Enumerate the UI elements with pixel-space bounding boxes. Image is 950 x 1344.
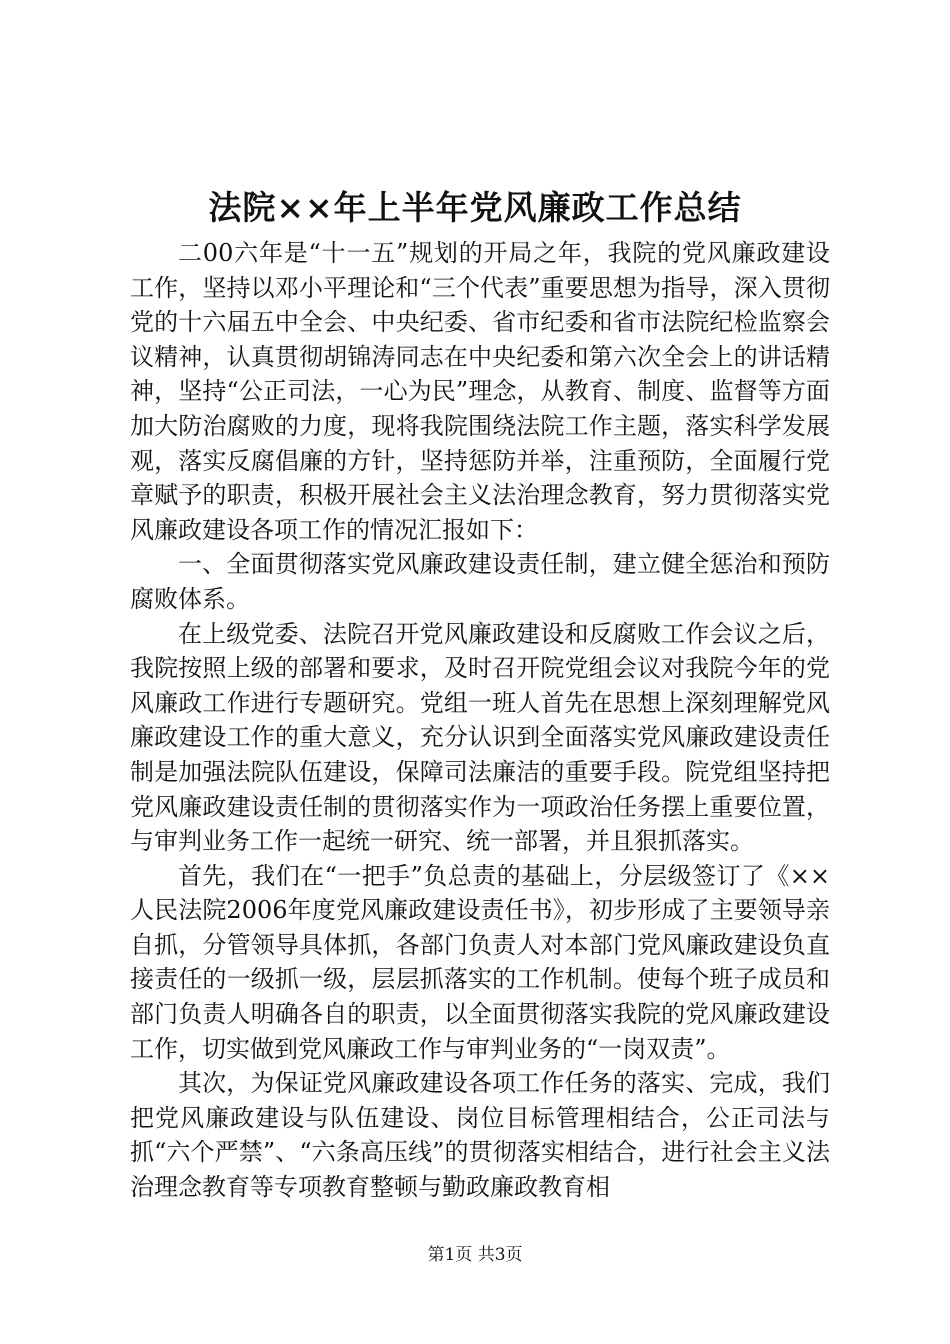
page-number-footer: 第1页 共3页 [427,1245,523,1265]
paragraph: 首先，我们在“一把手”负总责的基础上，分层级签订了《××人民法院2006年度党风廉政建设责任书》，初步形成了主要领导亲自抓，分管领导具体抓，各部门负责人对本部门党风廉政建设负直接责任的一级抓一级，层层抓落实的工作机制。使每个班子成员和部门负责人明确各自的职责，以全面贯彻落实我院的党风廉政建设工作，切实做到党风廉政工作与审判业务的“一岗双责”。 [130,861,830,1063]
paragraph: 其次，为保证党风廉政建设各项工作任务的落实、完成，我们把党风廉政建设与队伍建设、岗位目标管理相结合，公正司法与抓“六个严禁”、“六条高压线”的贯彻落实相结合，进行社会主义法治理念教育等专项教育整顿与勤政廉政教育相 [130,1069,830,1202]
paragraph: 二00六年是“十一五”规划的开局之年，我院的党风廉政建设工作，坚持以邓小平理论和“三个代表”重要思想为指导，深入贯彻党的十六届五中全会、中央纪委、省市纪委和省市法院纪检监察会议精神，认真贯彻胡锦涛同志在中央纪委和第六次全会上的讲话精神，坚持“公正司法，一心为民”理念，从教育、制度、监督等方面加大防治腐败的力度，现将我院围绕法院工作主题，落实科学发展观，落实反腐倡廉的方针，坚持惩防并举，注重预防，全面履行党章赋予的职责，积极开展社会主义法治理念教育，努力贯彻落实党风廉政建设各项工作的情况汇报如下： [130,239,830,544]
section-heading: 一、全面贯彻落实党风廉政建设责任制，建立健全惩治和预防腐败体系。 [130,550,830,613]
document-body [130,236,830,1205]
document-title: 法院××年上半年党风廉政工作总结 [208,188,742,227]
paragraph: 在上级党委、法院召开党风廉政建设和反腐败工作会议之后，我院按照上级的部署和要求，及时召开院党组会议对我院今年的党风廉政工作进行专题研究。党组一班人首先在思想上深刻理解党风廉政建设工作的重大意义，充分认识到全面落实党风廉政建设责任制是加强法院队伍建设，保障司法廉洁的重要手段。院党组坚持把党风廉政建设责任制的贯彻落实作为一项政治任务摆上重要位置，与审判业务工作一起统一研究、统一部署，并且狠抓落实。 [130,619,830,856]
